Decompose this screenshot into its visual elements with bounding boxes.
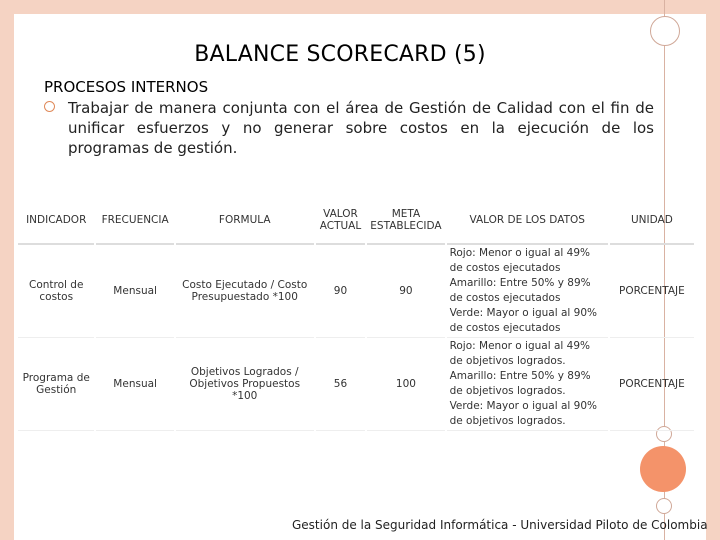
scorecard-table — [16, 197, 696, 431]
decorative-circle-small-lower — [656, 498, 672, 514]
header-meta: META ESTABLECIDA — [367, 197, 444, 245]
datos-rojo: Rojo: Menor o igual al 49% de objetivos logrados. — [449, 340, 590, 367]
cell-meta: 90 — [367, 245, 444, 338]
cell-valor-actual: 56 — [316, 338, 366, 431]
cell-unidad: PORCENTAJE — [610, 245, 694, 338]
datos-verde: Verde: Mayor o igual al 90% de costos ejecutados — [449, 307, 598, 334]
cell-frecuencia: Mensual — [96, 338, 173, 431]
slide-title: BALANCE SCORECARD (5) — [194, 42, 486, 67]
cell-formula: Costo Ejecutado / Costo Presupuestado *100 — [176, 245, 314, 338]
header-formula: FORMULA — [176, 197, 314, 245]
cell-frecuencia: Mensual — [96, 245, 173, 338]
cell-unidad: PORCENTAJE — [610, 338, 694, 431]
header-valor-actual: VALOR ACTUAL — [316, 197, 366, 245]
cell-valor-datos — [447, 245, 608, 338]
datos-amarillo: Amarillo: Entre 50% y 89% de costos ejecutados — [449, 277, 591, 304]
datos-rojo: Rojo: Menor o igual al 49% de costos ejecutados — [449, 247, 590, 274]
table-row — [18, 338, 694, 431]
section-heading: PROCESOS INTERNOS — [44, 78, 209, 96]
slide-frame-left — [0, 0, 14, 540]
table-row — [18, 245, 694, 338]
bullet-paragraph — [44, 98, 654, 158]
cell-indicador: Programa de Gestión — [18, 338, 94, 431]
cell-meta: 100 — [367, 338, 444, 431]
header-unidad: UNIDAD — [610, 197, 694, 245]
header-valor-datos: VALOR DE LOS DATOS — [447, 197, 608, 245]
slide-frame-right — [706, 0, 720, 540]
bullet-circle-icon — [44, 101, 55, 112]
datos-amarillo: Amarillo: Entre 50% y 89% de objetivos logrados. — [449, 370, 591, 397]
table-header-row — [18, 197, 694, 245]
cell-valor-actual: 90 — [316, 245, 366, 338]
bullet-text: Trabajar de manera conjunta con el área de Gestión de Calidad con el fin de unificar esfuerzos y no generar sobre costos en la ejecución de los programas de gestión. — [68, 99, 654, 157]
slide-footer: Gestión de la Seguridad Informática - Universidad Piloto de Colombia — [292, 518, 708, 532]
datos-verde: Verde: Mayor o igual al 90% de objetivos logrados. — [449, 400, 598, 427]
cell-indicador: Control de costos — [18, 245, 94, 338]
header-frecuencia: FRECUENCIA — [96, 197, 173, 245]
slide-frame-top — [0, 0, 720, 14]
cell-formula: Objetivos Logrados / Objetivos Propuestos *100 — [176, 338, 314, 431]
header-indicador: INDICADOR — [18, 197, 94, 245]
decorative-circle-accent — [640, 446, 686, 492]
cell-valor-datos — [447, 338, 608, 431]
